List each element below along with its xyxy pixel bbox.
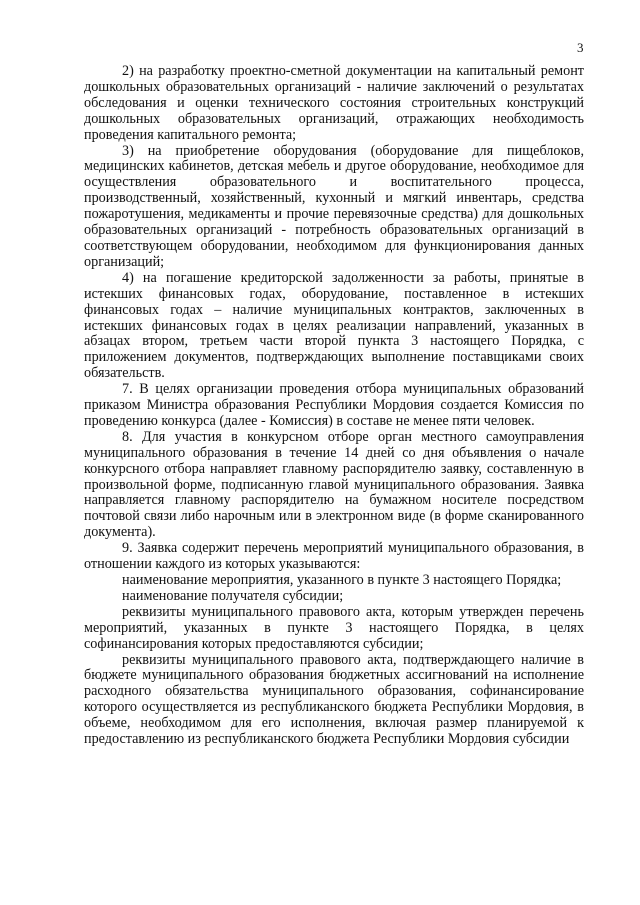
- paragraph-7-commission: 7. В целях организации проведения отбора муниципальных образований приказом Министра образования Республики Мордовия создается Комиссия по проведению конкурса (далее - Комиссия) в составе не менее пяти человек.: [84, 381, 584, 429]
- list-item-legal-act-budget: реквизиты муниципального правового акта, подтверждающего наличие в бюджете муниципального образования бюджетных ассигнований на исполнение расходного обязательства муниципального образования, софинансирование которого осуществляется из республиканского бюджета Республики Мордовия, в объеме, необходимом для его исполнения, включая размер планируемой к предоставлению из республиканского бюджета Республики Мордовия субсидии: [84, 651, 584, 748]
- paragraph-item-2-design-documentation: 2) на разработку проектно-сметной документации на капитальный ремонт дошкольных образовательных организаций - наличие заключений о результатах обследования и оценки технического состояния строительных конструкций дошкольных образовательных организаций, отражающих необходимость проведения капитального ремонта;: [84, 63, 584, 143]
- list-item-event-name: наименование мероприятия, указанного в пункте 3 настоящего Порядка;: [122, 572, 562, 588]
- list-item-recipient-name: наименование получателя субсидии;: [122, 587, 344, 604]
- paragraph-8-application-submission: 8. Для участия в конкурсном отборе орган местного самоуправления муниципального образования в течение 14 дней со дня объявления о начале конкурсного отбора направляет главному распорядителю заявку, составленную в произвольной форме, подписанную главой муниципального образования. Заявка направляется главному распорядителю на бумажном носителе посредством почтовой связи либо нарочным или в электронном виде (в форме сканированного документа).: [84, 428, 584, 541]
- list-item-legal-act-events: реквизиты муниципального правового акта, которым утвержден перечень мероприятий, указанных в пункте 3 настоящего Порядка, в целях софинансирования которых предоставляются субсидии;: [84, 603, 584, 652]
- paragraph-item-3-equipment: 3) на приобретение оборудования (оборудование для пищеблоков, медицинских кабинетов, детская мебель и другое оборудование, необходимое для осуществления образовательного и воспитательного процесса, производственный, хозяйственный, кухонный и мягкий инвентарь, средства пожаротушения, медикаменты и прочие перевязочные средства) для дошкольных образовательных организаций - потребность образовательных организаций в соответствующем оборудовании, необходимом для функционирования данных организаций;: [84, 142, 584, 270]
- paragraph-9-application-contents: 9. Заявка содержит перечень мероприятий муниципального образования, в отношении каждого из которых указываются:: [84, 540, 584, 573]
- document-body: [84, 64, 584, 748]
- paragraph-item-4-debt-repayment: 4) на погашение кредиторской задолженности за работы, принятые в истекших финансовых годах, оборудование, поставленное в истекших финансовых годах – наличие муниципальных контрактов, заключенных в истекших финансовых годах в целях реализации направлений, указанных в абзацах втором, третьем части второй пункта 3 настоящего Порядка, с приложением документов, подтверждающих выполнение поставщиками своих обязательств.: [84, 269, 584, 382]
- page-number: 3: [577, 40, 584, 55]
